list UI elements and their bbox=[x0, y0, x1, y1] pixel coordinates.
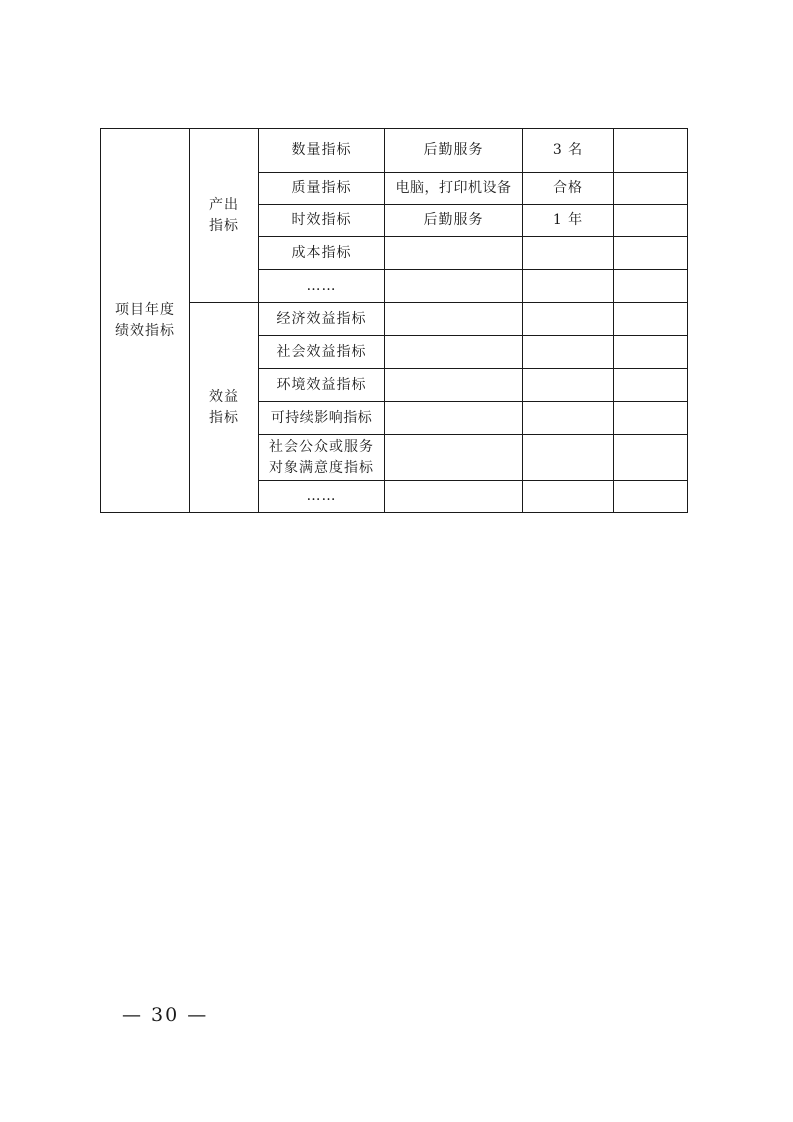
table-row bbox=[101, 303, 688, 336]
annual-performance-label: 项目年度绩效指标 bbox=[101, 129, 190, 513]
value-cell: 1 年 bbox=[523, 205, 614, 237]
indicator-cell: 时效指标 bbox=[259, 205, 385, 237]
content-cell bbox=[385, 435, 523, 481]
extra-cell bbox=[614, 270, 688, 303]
content-cell bbox=[385, 369, 523, 402]
indicator-cell: 经济效益指标 bbox=[259, 303, 385, 336]
benefit-indicator-label: 效益指标 bbox=[190, 303, 259, 513]
value-cell bbox=[523, 237, 614, 270]
value-cell bbox=[523, 303, 614, 336]
extra-cell bbox=[614, 129, 688, 173]
content-cell bbox=[385, 336, 523, 369]
extra-cell bbox=[614, 205, 688, 237]
table-row bbox=[101, 129, 688, 173]
indicator-cell: 数量指标 bbox=[259, 129, 385, 173]
value-cell bbox=[523, 481, 614, 513]
extra-cell bbox=[614, 173, 688, 205]
extra-cell bbox=[614, 237, 688, 270]
indicator-cell: …… bbox=[259, 270, 385, 303]
indicator-cell: 社会效益指标 bbox=[259, 336, 385, 369]
content-cell bbox=[385, 270, 523, 303]
value-cell bbox=[523, 369, 614, 402]
content-cell bbox=[385, 237, 523, 270]
output-indicator-label: 产出指标 bbox=[190, 129, 259, 303]
value-cell bbox=[523, 336, 614, 369]
indicator-cell: 成本指标 bbox=[259, 237, 385, 270]
value-cell: 合格 bbox=[523, 173, 614, 205]
extra-cell bbox=[614, 336, 688, 369]
value-cell bbox=[523, 435, 614, 481]
extra-cell bbox=[614, 435, 688, 481]
value-cell bbox=[523, 402, 614, 435]
extra-cell bbox=[614, 481, 688, 513]
content-cell bbox=[385, 402, 523, 435]
performance-indicator-table bbox=[100, 128, 688, 513]
indicator-cell: 环境效益指标 bbox=[259, 369, 385, 402]
extra-cell bbox=[614, 369, 688, 402]
extra-cell bbox=[614, 402, 688, 435]
value-cell: 3 名 bbox=[523, 129, 614, 173]
indicator-cell: …… bbox=[259, 481, 385, 513]
page-number: — 30 — bbox=[122, 1004, 209, 1026]
content-cell: 电脑，打印机设备 bbox=[385, 173, 523, 205]
indicator-cell: 社会公众或服务对象满意度指标 bbox=[259, 435, 385, 481]
indicator-cell: 质量指标 bbox=[259, 173, 385, 205]
content-cell bbox=[385, 481, 523, 513]
value-cell bbox=[523, 270, 614, 303]
content-cell: 后勤服务 bbox=[385, 129, 523, 173]
content-cell bbox=[385, 303, 523, 336]
extra-cell bbox=[614, 303, 688, 336]
content-cell: 后勤服务 bbox=[385, 205, 523, 237]
indicator-cell: 可持续影响指标 bbox=[259, 402, 385, 435]
